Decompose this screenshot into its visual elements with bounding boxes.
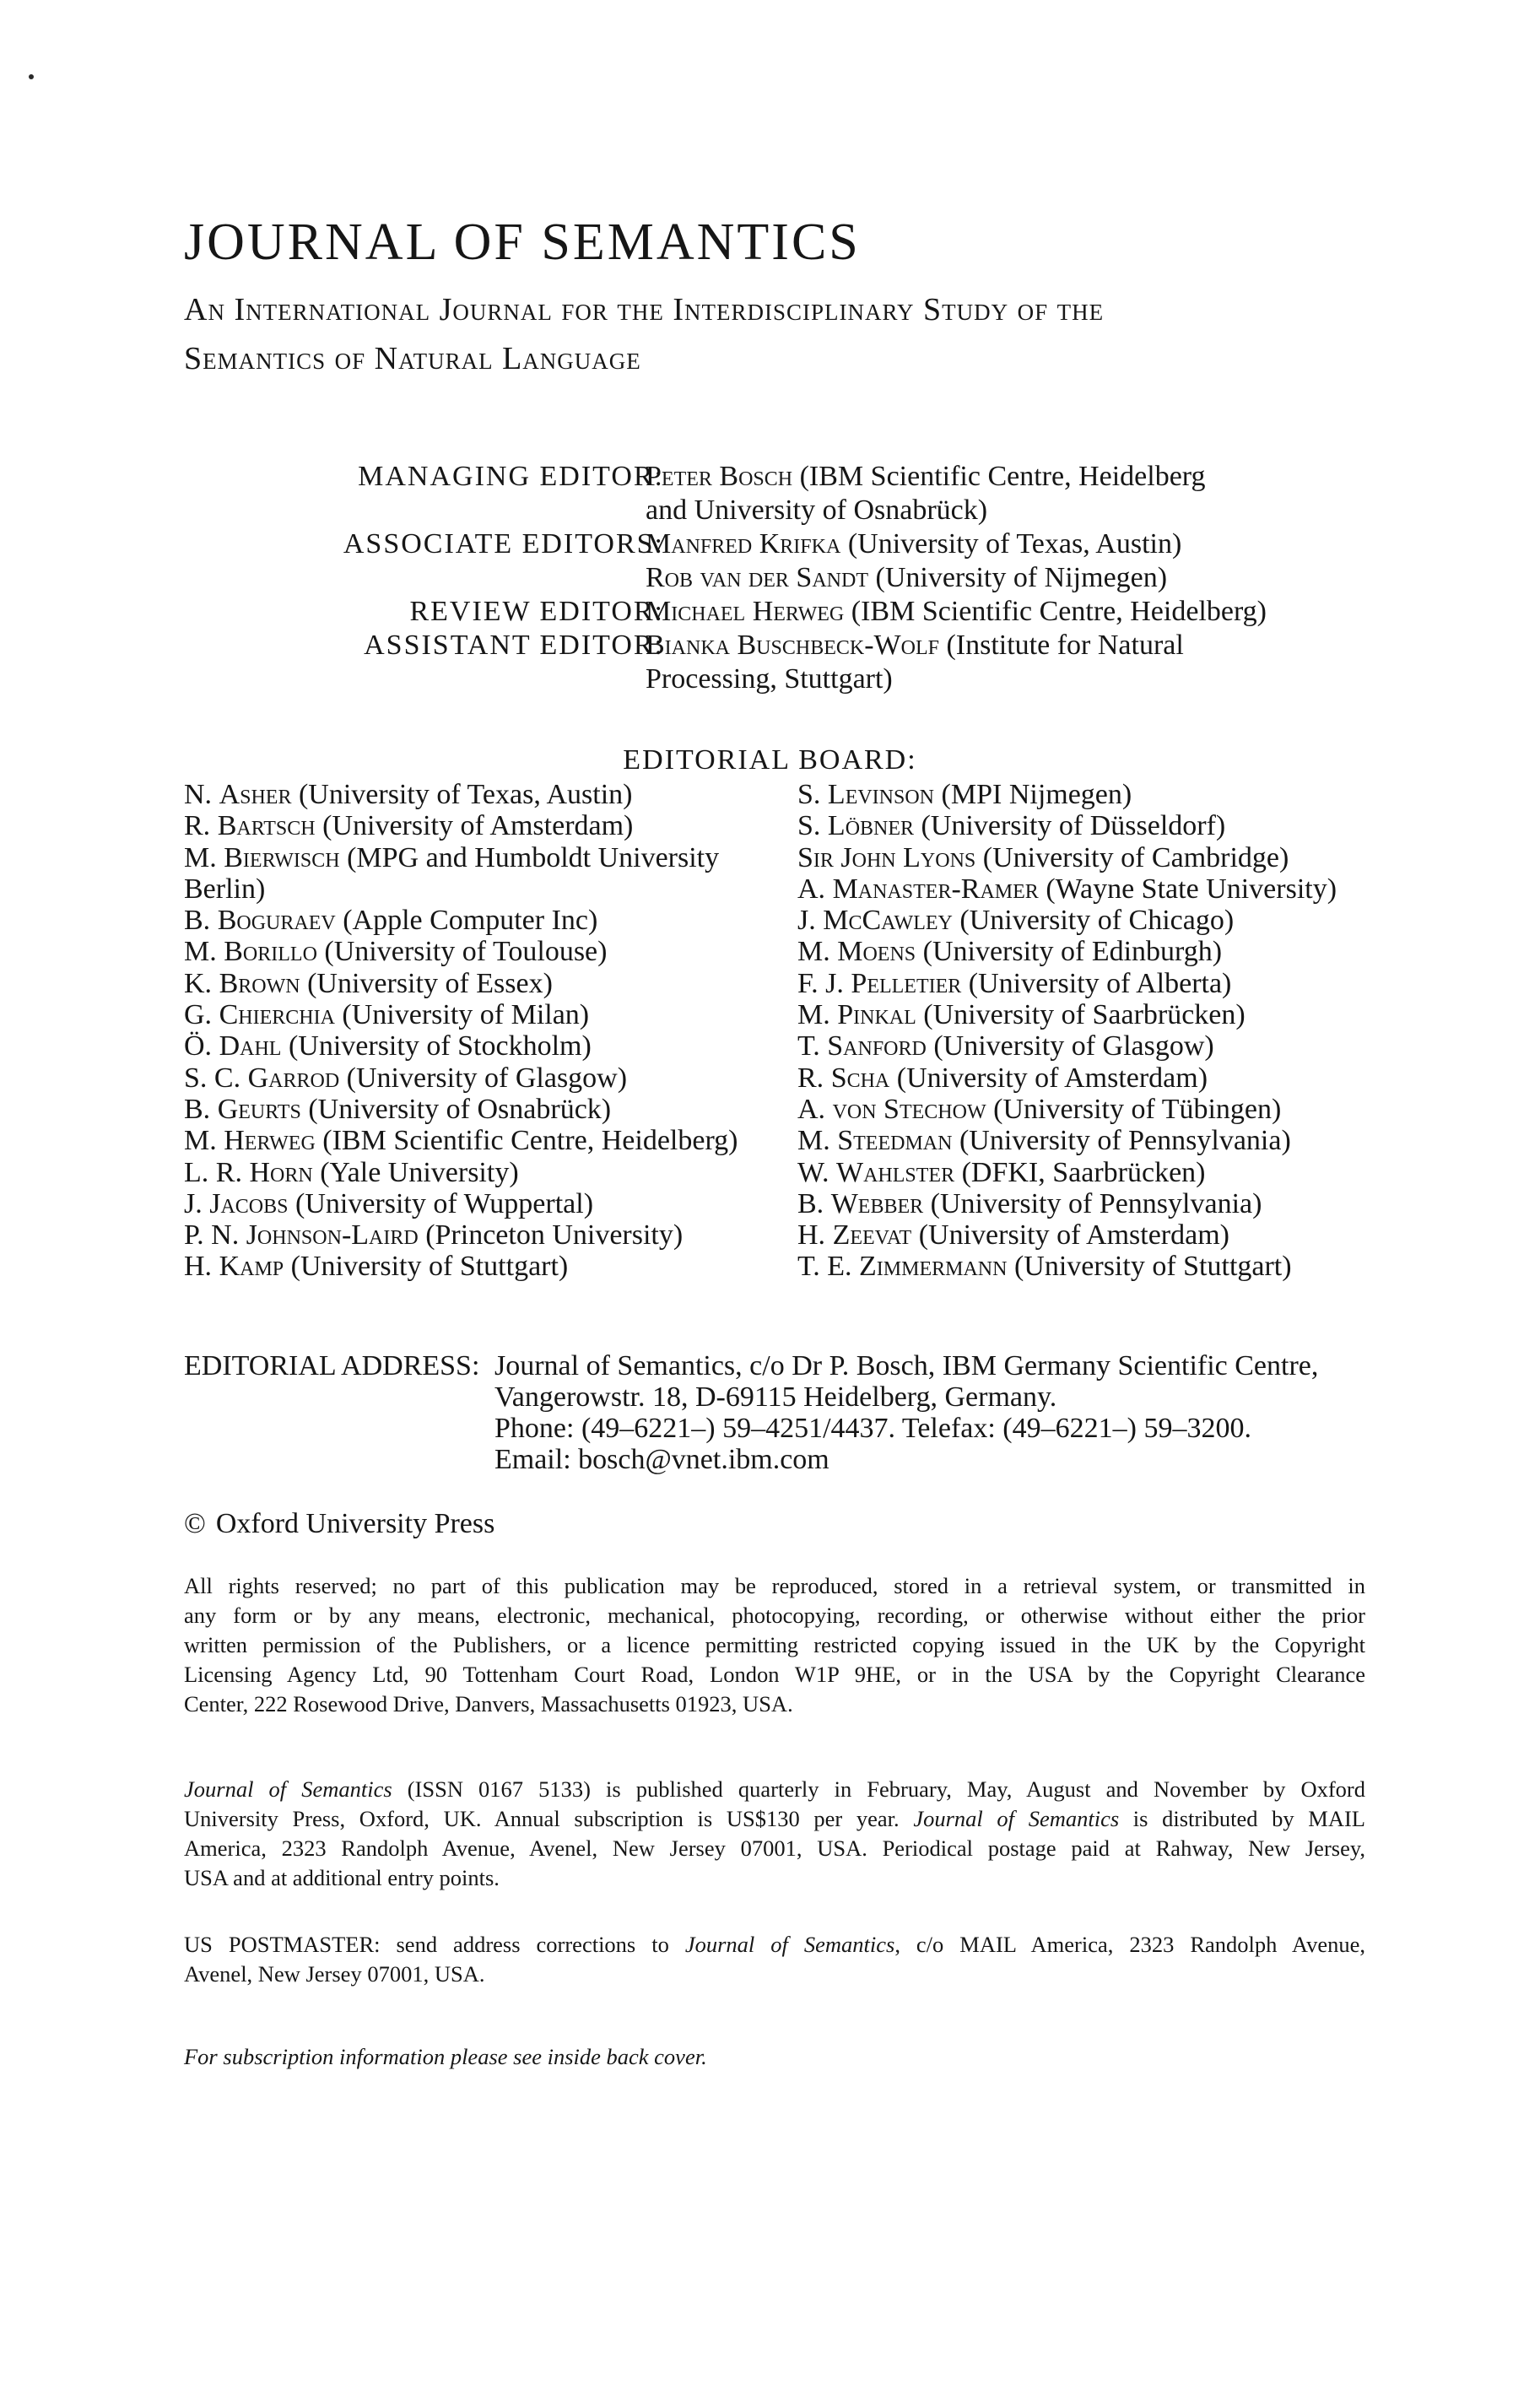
member-affiliation: (University of Alberta) (961, 967, 1232, 999)
member-initials: T. (797, 1030, 828, 1062)
member-surname: Löbner (827, 810, 915, 842)
member-initials: N. (184, 779, 219, 810)
board-member (184, 968, 738, 999)
staff-name: Michael Herweg (646, 596, 845, 627)
member-surname: Pelletier (851, 967, 962, 999)
paragraph-line: Licensing Agency Ltd, 90 Tottenham Court Road, London W1P 9HE, or in the USA by the Copyright Clearance (184, 1662, 1365, 1687)
subscription-note: For subscription information please see inside back cover. (184, 2044, 707, 2069)
address-line: Vangerowstr. 18, D-69115 Heidelberg, Germany. (494, 1381, 1057, 1413)
address-line: Email: bosch@vnet.ibm.com (494, 1444, 829, 1475)
member-surname: Asher (219, 779, 292, 810)
address-line: Phone: (49–6221–) 59–4251/4437. Telefax: (49–6221–) 59–3200. (494, 1413, 1251, 1444)
member-surname: Jacobs (209, 1187, 289, 1219)
paragraph-line: written permission of the Publishers, or a licence permitting restricted copying issued in the UK by the Copyright (184, 1632, 1365, 1657)
staff-affiliation: (University of Nijmegen) (868, 562, 1168, 593)
board-member (797, 1094, 1337, 1125)
staff-row (0, 460, 1540, 494)
staff-name: Bianka Buschbeck-Wolf (646, 630, 939, 661)
copyright-notice (184, 1507, 494, 1541)
staff-name: Rob van der Sandt (646, 562, 868, 593)
staff-affiliation: (University of Texas, Austin) (840, 528, 1182, 560)
board-member (184, 1188, 738, 1219)
board-member (184, 873, 738, 905)
paragraph-line: America, 2323 Randolph Avenue, Avenel, New Jersey 07001, USA. Periodical postage paid at Rahway, New Jersey, (184, 1835, 1365, 1861)
member-affiliation: (University of Amsterdam) (889, 1062, 1208, 1094)
member-affiliation: (MPI Nijmegen) (934, 779, 1132, 810)
publication-paragraph (184, 1775, 1365, 1893)
member-initials: R. (184, 810, 218, 842)
member-affiliation: (Wayne State University) (1038, 873, 1337, 905)
staff-role: ASSOCIATE EDITORS: (343, 528, 664, 560)
subtitle-line: Semantics of Natural Language (184, 341, 641, 376)
journal-title: JOURNAL OF SEMANTICS (184, 214, 861, 271)
member-affiliation: (MPG and Humboldt University (339, 841, 720, 873)
staff-role: MANAGING EDITOR: (358, 461, 664, 492)
journal-name: Journal of Semantics (684, 1932, 895, 1957)
member-surname: von Stechow (832, 1093, 986, 1125)
member-affiliation: (University of Amsterdam) (315, 810, 634, 842)
staff-person (646, 460, 1206, 494)
member-initials: M. (184, 841, 224, 873)
staff-person (646, 595, 1267, 629)
staff-affiliation: (Institute for Natural (938, 630, 1184, 661)
member-affiliation: (University of Düsseldorf) (914, 810, 1226, 842)
member-initials: F. J. (797, 967, 851, 999)
paragraph-text: US POSTMASTER: send address corrections to (184, 1932, 685, 1957)
member-surname: Zeevat (832, 1219, 912, 1252)
paragraph-line: any form or by any means, electronic, mechanical, photocopying, recording, or otherwise without either the prior (184, 1603, 1365, 1628)
member-affiliation: (Apple Computer Inc) (335, 905, 598, 937)
member-affiliation: (University of Saarbrücken) (916, 999, 1246, 1031)
board-member (184, 1094, 738, 1125)
staff-row (0, 595, 1540, 629)
member-initials: S. (797, 810, 828, 842)
member-surname: Garrod (247, 1062, 340, 1094)
member-initials: M. (184, 936, 224, 968)
board-member (797, 936, 1337, 967)
paragraph-line (184, 1930, 1365, 1960)
editorial-address-label: EDITORIAL ADDRESS: (184, 1350, 480, 1381)
member-initials: S. C. (184, 1062, 248, 1094)
member-initials: M. (797, 1125, 838, 1157)
staff-name: Manfred Krifka (646, 528, 841, 560)
board-member (184, 905, 738, 936)
member-surname: Moens (837, 936, 916, 968)
member-surname: Sir John Lyons (797, 841, 976, 873)
member-initials: W. (797, 1156, 836, 1188)
staff-row (0, 527, 1540, 561)
member-affiliation: (University of Glasgow) (926, 1030, 1214, 1062)
paragraph-text: is distributed by MAIL (1119, 1806, 1365, 1831)
member-affiliation: (Princeton University) (418, 1219, 684, 1252)
board-member (184, 999, 738, 1030)
board-member (184, 1251, 738, 1282)
board-member (184, 1125, 738, 1156)
editorial-address-lines (494, 1350, 1318, 1475)
stray-dot (29, 74, 34, 79)
member-initials: G. (184, 999, 219, 1031)
member-initials: J. (184, 1187, 210, 1219)
member-affiliation: (University of Stuttgart) (284, 1251, 569, 1283)
staff-person (646, 629, 1184, 662)
paragraph-line: Center, 222 Rosewood Drive, Danvers, Massachusetts 01923, USA. (184, 1691, 793, 1717)
member-affiliation: (University of Milan) (334, 999, 590, 1031)
board-member (797, 842, 1337, 873)
board-member (797, 810, 1337, 841)
paragraph-text: , c/o MAIL America, 2323 Randolph Avenue, (894, 1932, 1365, 1957)
member-surname: Levinson (827, 779, 935, 810)
member-initials: H. (184, 1251, 219, 1283)
member-surname: Sanford (827, 1030, 927, 1062)
board-member (184, 1062, 738, 1094)
staff-row (0, 561, 1540, 595)
board-member (797, 1062, 1337, 1094)
staff-affiliation: and University of Osnabrück) (646, 495, 988, 526)
staff-person (646, 662, 893, 696)
member-initials: M. (797, 936, 838, 968)
journal-name: Journal of Semantics (184, 1776, 392, 1802)
staff-role: ASSISTANT EDITOR: (364, 630, 664, 661)
member-affiliation: (University of Stockholm) (281, 1030, 592, 1062)
member-surname: Chierchia (219, 999, 335, 1031)
member-surname: Horn (249, 1156, 313, 1188)
copyright-holder: Oxford University Press (215, 1508, 495, 1539)
member-initials: P. N. (184, 1219, 246, 1252)
member-initials: B. (184, 905, 218, 937)
board-member (797, 1251, 1337, 1282)
member-surname: Kamp (219, 1251, 284, 1283)
member-affiliation: (University of Cambridge) (975, 841, 1289, 873)
staff-row (0, 629, 1540, 662)
member-surname: Manaster-Ramer (832, 873, 1039, 905)
member-affiliation: (University of Edinburgh) (916, 936, 1223, 968)
board-member (184, 1030, 738, 1062)
member-affiliation: (University of Pennsylvania) (923, 1187, 1262, 1219)
paragraph-line: Avenel, New Jersey 07001, USA. (184, 1961, 485, 1987)
member-initials: B. (184, 1093, 218, 1125)
board-member (184, 842, 738, 873)
member-surname: Borillo (224, 936, 317, 968)
journal-name: Journal of Semantics (913, 1806, 1120, 1831)
member-surname: Geurts (217, 1093, 301, 1125)
member-initials: M. (184, 1125, 224, 1157)
board-member (184, 936, 738, 967)
member-surname: Johnson-Laird (246, 1219, 419, 1252)
board-member (797, 1188, 1337, 1219)
member-affiliation: (University of Wuppertal) (288, 1187, 594, 1219)
board-member (797, 968, 1337, 999)
board-member (184, 1157, 738, 1188)
member-surname: Bartsch (217, 810, 316, 842)
staff-role: REVIEW EDITOR: (409, 596, 664, 627)
member-initials: M. (797, 999, 838, 1031)
member-initials: A. (797, 1093, 833, 1125)
member-initials: L. R. (184, 1156, 250, 1188)
staff-affiliation: (IBM Scientific Centre, Heidelberg) (844, 596, 1267, 627)
board-member (797, 1030, 1337, 1062)
member-surname: Webber (830, 1187, 924, 1219)
staff-name: Peter Bosch (646, 461, 793, 492)
member-affiliation: (University of Glasgow) (339, 1062, 628, 1094)
member-affiliation: (University of Tübingen) (986, 1093, 1282, 1125)
member-initials: H. (797, 1219, 833, 1252)
member-initials: T. E. (797, 1251, 860, 1283)
member-surname: McCawley (823, 905, 953, 937)
staff-row (0, 494, 1540, 527)
staff-person (646, 494, 987, 527)
member-surname: Steedman (837, 1125, 953, 1157)
board-member (184, 1219, 738, 1251)
member-affiliation: Berlin) (184, 873, 266, 905)
member-surname: Zimmermann (859, 1251, 1008, 1283)
journal-subtitle (184, 285, 1104, 383)
staff-affiliation: (IBM Scientific Centre, Heidelberg (792, 461, 1206, 492)
paragraph-line (184, 1775, 1365, 1804)
member-initials: B. (797, 1187, 831, 1219)
postmaster-paragraph (184, 1930, 1365, 1989)
board-member (797, 1157, 1337, 1188)
member-surname: Boguraev (217, 905, 336, 937)
paragraph-text: University Press, Oxford, UK. Annual subscription is US$130 per year. (184, 1806, 914, 1831)
member-affiliation: (University of Essex) (300, 967, 553, 999)
paragraph-line (184, 1804, 1365, 1834)
member-initials: A. (797, 873, 833, 905)
member-initials: S. (797, 779, 828, 810)
member-affiliation: (University of Chicago) (952, 905, 1235, 937)
staff-person (646, 561, 1167, 595)
member-affiliation: (DFKI, Saarbrücken) (954, 1156, 1206, 1188)
board-member (184, 779, 738, 810)
member-surname: Scha (830, 1062, 890, 1094)
board-member (797, 1125, 1337, 1156)
board-member (797, 779, 1337, 810)
member-affiliation: (University of Amsterdam) (911, 1219, 1229, 1252)
board-member (797, 905, 1337, 936)
member-surname: Wahlster (835, 1156, 955, 1188)
member-affiliation: (University of Pennsylvania) (952, 1125, 1291, 1157)
staff-person (646, 527, 1181, 561)
staff-row (0, 662, 1540, 696)
member-affiliation: (University of Stuttgart) (1007, 1251, 1292, 1283)
member-surname: Pinkal (837, 999, 916, 1031)
member-surname: Brown (219, 967, 300, 999)
board-member (184, 810, 738, 841)
editorial-staff (0, 460, 1540, 696)
paragraph-line: USA and at additional entry points. (184, 1865, 500, 1890)
staff-affiliation: Processing, Stuttgart) (646, 663, 893, 695)
member-affiliation: (Yale University) (312, 1156, 519, 1188)
member-surname: Dahl (219, 1030, 282, 1062)
member-affiliation: (University of Osnabrück) (300, 1093, 612, 1125)
member-initials: J. (797, 905, 824, 937)
rights-paragraph (184, 1571, 1365, 1719)
board-member (797, 873, 1337, 905)
editorial-board-heading: EDITORIAL BOARD: (623, 744, 917, 776)
member-surname: Herweg (224, 1125, 316, 1157)
member-surname: Bierwisch (224, 841, 340, 873)
subtitle-line: An International Journal for the Interdisciplinary Study of the (184, 292, 1105, 327)
member-initials: Ö. (184, 1030, 219, 1062)
member-affiliation: (University of Texas, Austin) (291, 779, 633, 810)
member-initials: K. (184, 967, 219, 999)
board-member (797, 999, 1337, 1030)
member-affiliation: (IBM Scientific Centre, Heidelberg) (315, 1125, 738, 1157)
member-initials: R. (797, 1062, 831, 1094)
board-member (797, 1219, 1337, 1251)
copyright-icon: © (184, 1508, 206, 1539)
address-line: Journal of Semantics, c/o Dr P. Bosch, IBM Germany Scientific Centre, (494, 1350, 1319, 1381)
paragraph-text: (ISSN 0167 5133) is published quarterly in February, May, August and November by Oxford (392, 1776, 1365, 1802)
member-affiliation: (University of Toulouse) (316, 936, 608, 968)
editorial-board-left-column (184, 779, 738, 1283)
editorial-board-right-column (797, 779, 1337, 1283)
paragraph-line: All rights reserved; no part of this publication may be reproduced, stored in a retrieval system, or transmitted in (184, 1573, 1365, 1598)
